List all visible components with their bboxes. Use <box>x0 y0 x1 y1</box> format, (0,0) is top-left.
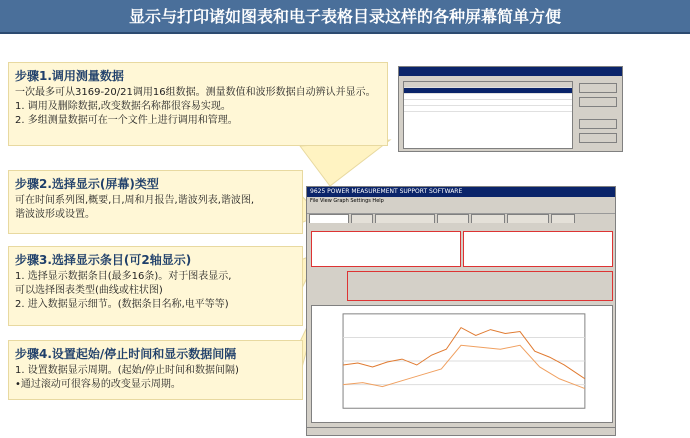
tab-harmonic-list[interactable] <box>437 214 469 223</box>
data-list[interactable] <box>403 81 573 149</box>
callout-step1 <box>300 140 390 186</box>
left-axis-items[interactable] <box>311 231 461 267</box>
step2-line: 可在时间系列图,概要,日,周和月报告,谐波列表,谐波图, <box>15 195 255 206</box>
step1-box <box>8 62 388 146</box>
step2-line: 谐波波形或设置。 <box>15 209 95 220</box>
step1-line: 1. 调用及删除数据,改变数据名称都很容易实现。 <box>15 101 231 112</box>
step3-line: 2. 进入数据显示细节。(数据条目名称,电平等等) <box>15 299 229 310</box>
dialog-titlebar <box>399 67 622 76</box>
tab-report[interactable] <box>375 214 435 223</box>
list-item[interactable] <box>404 106 572 112</box>
dialog-button[interactable] <box>579 83 617 93</box>
app-window <box>306 186 616 436</box>
step3-title: 步骤3.选择显示条目(可2轴显示) <box>15 253 192 267</box>
tab-settings[interactable] <box>551 214 575 223</box>
app-titlebar: 9625 POWER MEASUREMENT SUPPORT SOFTWARE <box>307 187 615 197</box>
step2-title: 步骤2.选择显示(屏幕)类型 <box>15 177 159 191</box>
step4-box <box>8 340 303 400</box>
data-load-dialog <box>398 66 623 152</box>
right-axis-items[interactable] <box>463 231 613 267</box>
tab-harmonic-graph[interactable] <box>471 214 505 223</box>
step1-title: 步骤1.调用测量数据 <box>15 69 124 83</box>
step3-line: 1. 选择显示数据条目(最多16条)。对于图表显示, <box>15 271 232 282</box>
tab-time-series[interactable] <box>309 214 349 223</box>
step4-title: 步骤4.设置起始/停止时间和显示数据间隔 <box>15 347 237 361</box>
toolbar[interactable] <box>307 205 615 214</box>
step3-line: 可以选择图表类型(曲线或柱状图) <box>15 285 163 296</box>
step4-line: 1. 设置数据显示周期。(起始/停止时间和数据间隔) <box>15 365 239 376</box>
dialog-button[interactable] <box>579 133 617 143</box>
step4-line: •通过滚动可很容易的改变显示周期。 <box>15 379 181 390</box>
dialog-button[interactable] <box>579 97 617 107</box>
dialog-button[interactable] <box>579 119 617 129</box>
time-settings[interactable] <box>347 271 613 301</box>
step2-box <box>8 170 303 234</box>
status-bar <box>307 427 615 436</box>
step1-line: 2. 多组测量数据可在一个文件上进行调用和管理。 <box>15 115 238 126</box>
step1-line: 一次最多可从3169-20/21调用16组数据。测量数值和波形数据自动辨认并显示。 <box>15 87 376 98</box>
menu-bar[interactable]: File View Graph Settings Help <box>310 198 384 204</box>
time-series-chart <box>311 305 613 423</box>
tab-summary[interactable] <box>351 214 373 223</box>
view-tabs <box>307 214 615 223</box>
step3-box <box>8 246 303 326</box>
page-title: 显示与打印诸如图表和电子表格目录这样的各种屏幕简单方便 <box>128 7 561 26</box>
tab-harmonic-window[interactable] <box>507 214 549 223</box>
